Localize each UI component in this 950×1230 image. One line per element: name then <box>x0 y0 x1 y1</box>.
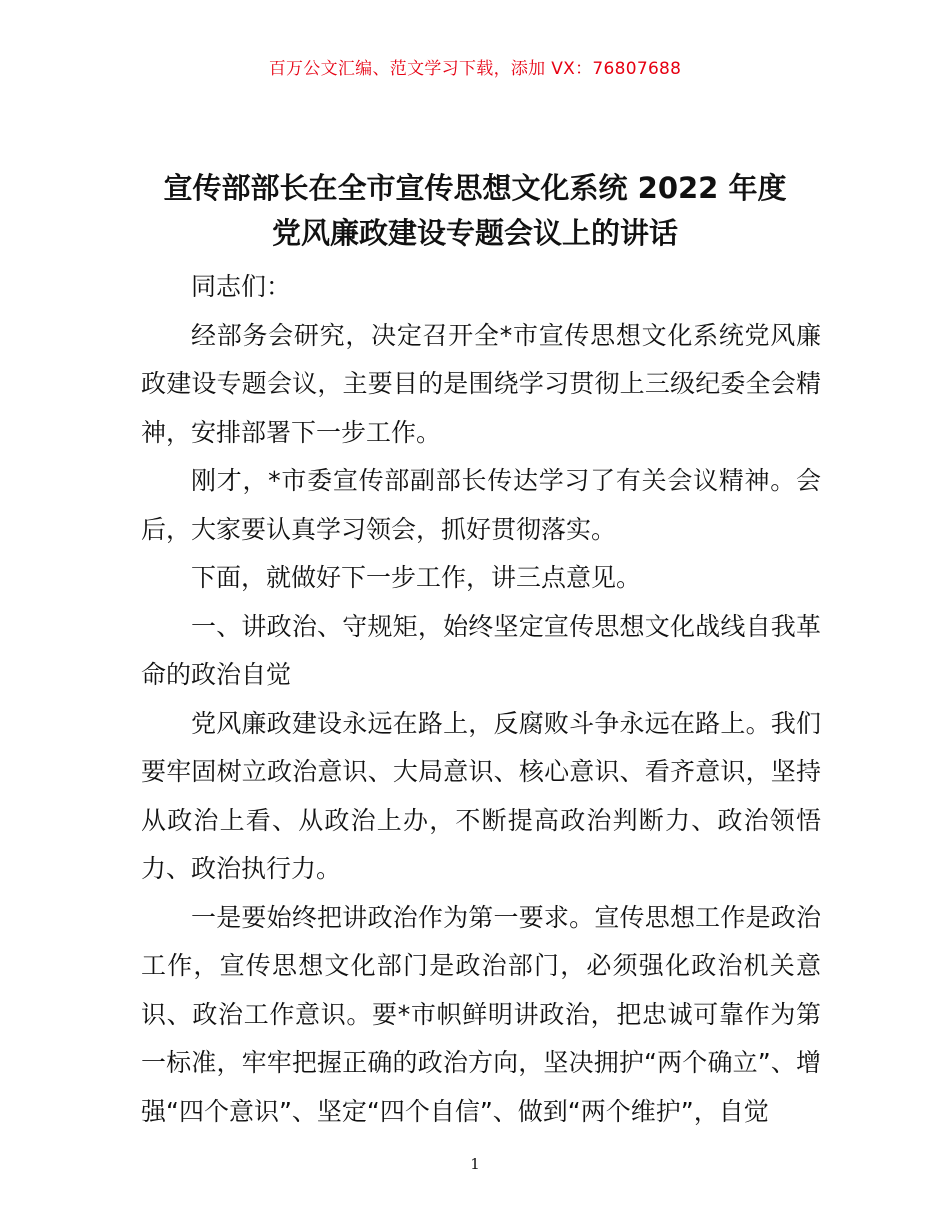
section-heading-one: 一、讲政治、守规矩，始终坚定宣传思想文化战线自我革命的政治自觉 <box>141 611 821 689</box>
document-body <box>141 263 821 1136</box>
paragraph-political-awareness: 党风廉政建设永远在路上，反腐败斗争永远在路上。我们要牢固树立政治意识、大局意识、核心意识、看齐意识，坚持从政治上看、从政治上办，不断提高政治判断力、政治领悟力、政治执行力。 <box>141 708 821 883</box>
document-title-line-1: 宣传部部长在全市宣传思想文化系统 2022 年度 <box>163 171 787 205</box>
paragraph-meeting-purpose: 经部务会研究，决定召开全*市宣传思想文化系统党风廉政建设专题会议，主要目的是围绕学习贯彻上三级纪委全会精神，安排部署下一步工作。 <box>141 320 821 447</box>
paragraph-deputy-report: 刚才，*市委宣传部副部长传达学习了有关会议精神。会后，大家要认真学习领会，抓好贯彻落实。 <box>141 466 821 544</box>
paragraph-salutation: 同志们： <box>191 272 292 301</box>
document-title-line-2: 党风廉政建设专题会议上的讲话 <box>271 216 678 250</box>
paragraph-three-points-intro: 下面，就做好下一步工作，讲三点意见。 <box>191 563 642 592</box>
page-number: 1 <box>470 1155 480 1173</box>
paragraph-first-requirement: 一是要始终把讲政治作为第一要求。宣传思想工作是政治工作，宣传思想文化部门是政治部门，必须强化政治机关意识、政治工作意识。要*市帜鲜明讲政治，把忠诚可靠作为第一标准，牢牢把握正确的政治方向，坚决拥护“两个确立”、增强“四个意识”、坚定“四个自信”、做到“两个维护”，自觉 <box>141 902 821 1126</box>
header-watermark-banner: 百万公文汇编、范文学习下载，添加 VX：76807688 <box>268 59 682 79</box>
